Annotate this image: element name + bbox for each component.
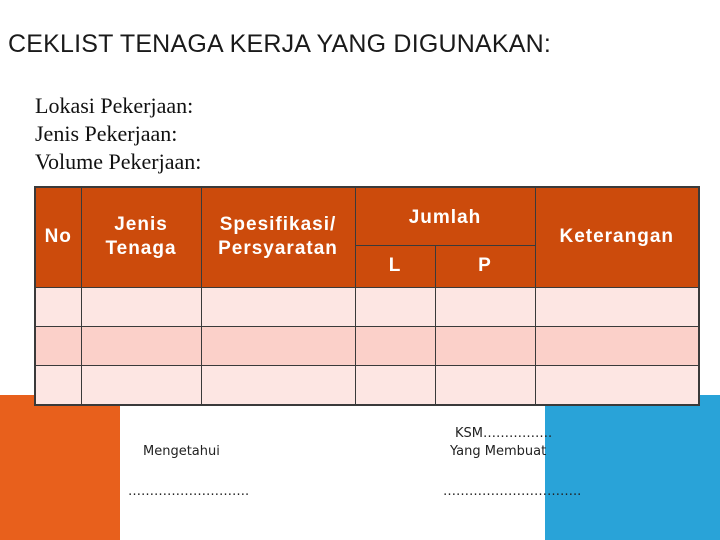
header-keterangan: Keterangan <box>535 187 699 287</box>
page-title: CEKLIST TENAGA KERJA YANG DIGUNAKAN: <box>8 30 552 58</box>
header-spesifikasi-line2: Persyaratan <box>218 238 338 260</box>
cell-spesifikasi[interactable] <box>201 287 355 326</box>
header-jenis-line1: Jenis <box>114 214 168 236</box>
yang-membuat-label: Yang Membuat <box>450 444 547 459</box>
cell-jenis[interactable] <box>81 287 201 326</box>
table-row <box>35 326 699 365</box>
header-no: No <box>35 187 81 287</box>
cell-no[interactable] <box>35 287 81 326</box>
header-jenis-line2: Tenaga <box>105 238 177 260</box>
table-row <box>35 287 699 326</box>
cell-no[interactable] <box>35 365 81 405</box>
header-jenis-tenaga <box>81 187 201 287</box>
header-spesifikasi <box>201 187 355 287</box>
header-l: L <box>355 245 435 287</box>
cell-keterangan[interactable] <box>535 287 699 326</box>
blue-corner-decoration <box>545 395 720 540</box>
mengetahui-label: Mengetahui <box>143 444 220 459</box>
cell-jenis[interactable] <box>81 365 201 405</box>
mengetahui-signature-line: ………………………. <box>128 484 250 499</box>
cell-spesifikasi[interactable] <box>201 326 355 365</box>
cell-jenis[interactable] <box>81 326 201 365</box>
cell-keterangan[interactable] <box>535 326 699 365</box>
project-info <box>35 92 201 176</box>
header-p: P <box>435 245 535 287</box>
cell-no[interactable] <box>35 326 81 365</box>
checklist-table <box>34 186 700 406</box>
cell-keterangan[interactable] <box>535 365 699 405</box>
table-row <box>35 365 699 405</box>
volume-label: Volume Pekerjaan: <box>35 149 202 174</box>
header-spesifikasi-line1: Spesifikasi/ <box>219 214 337 236</box>
cell-l[interactable] <box>355 326 435 365</box>
orange-corner-decoration <box>0 395 120 540</box>
cell-l[interactable] <box>355 365 435 405</box>
cell-p[interactable] <box>435 287 535 326</box>
cell-p[interactable] <box>435 365 535 405</box>
cell-spesifikasi[interactable] <box>201 365 355 405</box>
jenis-label: Jenis Pekerjaan: <box>35 121 178 146</box>
ksm-label: KSM……………. <box>455 426 553 441</box>
header-jumlah: Jumlah <box>355 187 535 245</box>
background-mask <box>120 395 545 540</box>
cell-l[interactable] <box>355 287 435 326</box>
cell-p[interactable] <box>435 326 535 365</box>
lokasi-label: Lokasi Pekerjaan: <box>35 93 194 118</box>
yang-membuat-signature-line: ………………………….. <box>443 484 582 499</box>
